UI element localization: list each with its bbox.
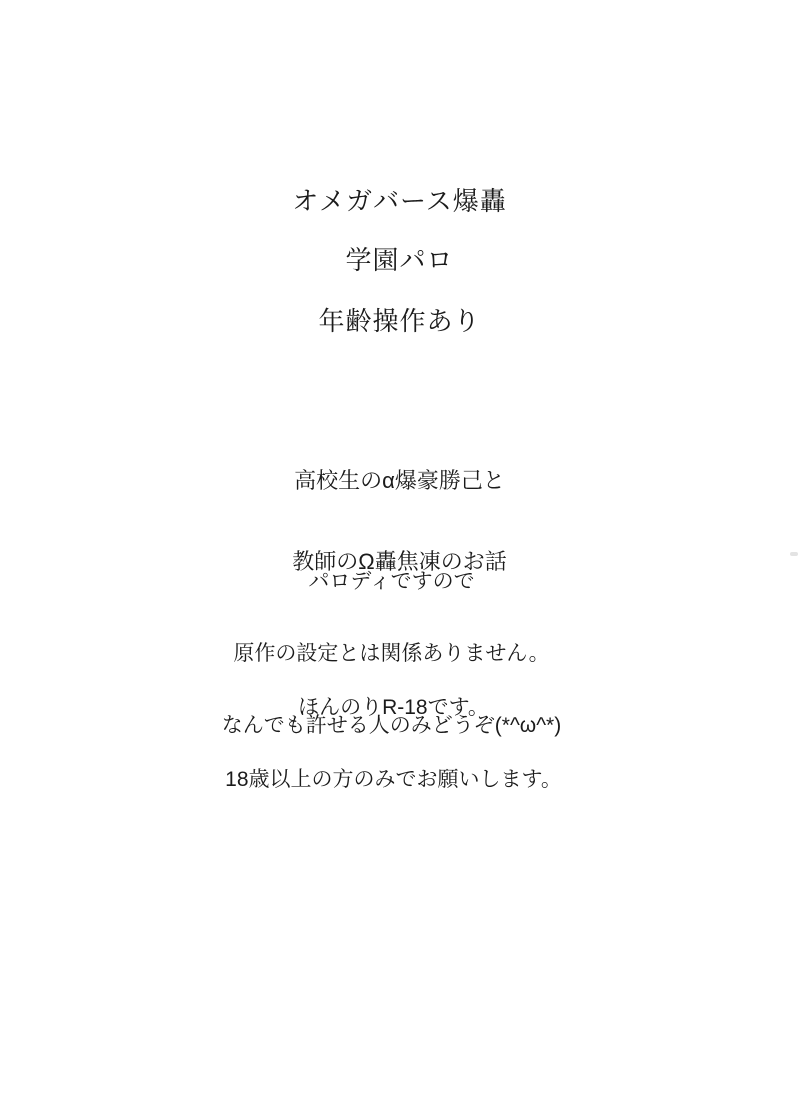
- disclaimer-line-1: パロディですので: [308, 570, 475, 593]
- pairing-line-1: 高校生のα爆豪勝己と: [294, 468, 505, 493]
- rating-line-1: ほんのりR-18です。: [298, 696, 489, 719]
- title-line-school-parody: 学園パロ: [345, 245, 454, 275]
- title-line-age-manipulation: 年齢操作あり: [318, 306, 481, 336]
- pairing-line-2: 教師のΩ轟焦凍のお話: [292, 549, 507, 574]
- disclaimer-line-2: 原作の設定とは関係ありません。: [233, 642, 550, 665]
- rating-line-2: 18歳以上の方のみでお願いします。: [225, 768, 562, 791]
- title-line-omegaverse: オメガバース爆轟: [292, 186, 507, 216]
- scan-artifact: [790, 552, 798, 556]
- rating-notice: [0, 648, 793, 840]
- disclaimer-line-3: なんでも許せる人のみどうぞ(*^ω^*): [221, 714, 562, 737]
